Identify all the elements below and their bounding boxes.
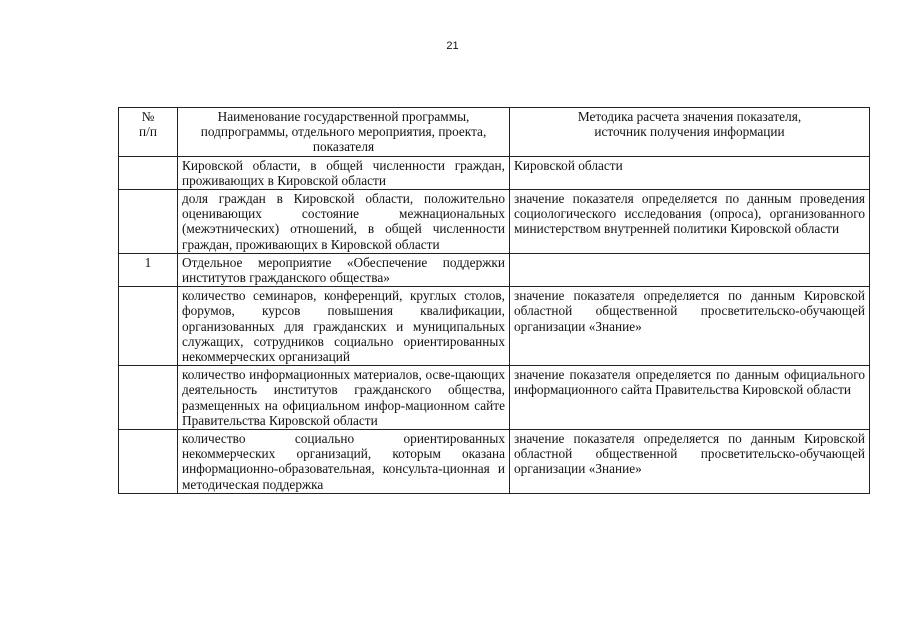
row-method: Кировской области — [510, 156, 870, 189]
row-name: количество семинаров, конференций, круглых столов, форумов, курсов повышения квалификации, организованных для гражданских и муниципальных служащих, сотрудников социально ориентированных некоммерческих организаций — [178, 287, 510, 366]
indicators-table — [118, 107, 870, 494]
row-num: 1 — [119, 253, 178, 286]
header-name-line: подпрограммы, отдельного мероприятия, проекта, — [200, 124, 487, 140]
row-num — [119, 366, 178, 430]
row-name: доля граждан в Кировской области, положительно оценивающих состояние межнациональных (межэтнических) отношений, в общей численности граждан, проживающих в Кировской области — [178, 190, 510, 254]
row-num — [119, 156, 178, 189]
header-name — [178, 108, 510, 157]
row-num — [119, 190, 178, 254]
table-row — [119, 430, 870, 494]
row-method: значение показателя определяется по данным официального информационного сайта Правительства Кировской области — [510, 366, 870, 430]
header-method-line: источник получения информации — [594, 124, 785, 140]
row-name: количество социально ориентированных некоммерческих организаций, которым оказана информационно-образовательная, консульта-ционная и методическая поддержка — [178, 430, 510, 494]
row-name: Кировской области, в общей численности граждан, проживающих в Кировской области — [178, 156, 510, 189]
row-method — [510, 253, 870, 286]
row-method: значение показателя определяется по данным проведения социологического исследования (опроса), организованного министерством внутренней политики Кировской области — [510, 190, 870, 254]
row-name: количество информационных материалов, осве-щающих деятельность институтов гражданского общества, размещенных на официальном инфор-мационном сайте Правительства Кировской области — [178, 366, 510, 430]
header-num — [119, 108, 178, 157]
row-num — [119, 287, 178, 366]
row-method: значение показателя определяется по данным Кировской областной общественной просветительско-обучающей организации «Знание» — [510, 430, 870, 494]
table-row — [119, 190, 870, 254]
header-num-line: п/п — [139, 124, 157, 140]
header-num-line: № — [141, 109, 155, 124]
row-name: Отдельное мероприятие «Обеспечение поддержки институтов гражданского общества» — [178, 253, 510, 286]
table-row — [119, 366, 870, 430]
header-method — [510, 108, 870, 157]
row-num — [119, 430, 178, 494]
table-row — [119, 253, 870, 286]
row-method: значение показателя определяется по данным Кировской областной общественной просветительско-обучающей организации «Знание» — [510, 287, 870, 366]
header-method-line: Методика расчета значения показателя, — [577, 109, 802, 124]
header-name-line: показателя — [312, 139, 375, 155]
table-row — [119, 156, 870, 189]
table-header-row — [119, 108, 870, 157]
header-name-line: Наименование государственной программы, — [217, 109, 470, 124]
table-row — [119, 287, 870, 366]
page-number: 21 — [446, 40, 459, 52]
